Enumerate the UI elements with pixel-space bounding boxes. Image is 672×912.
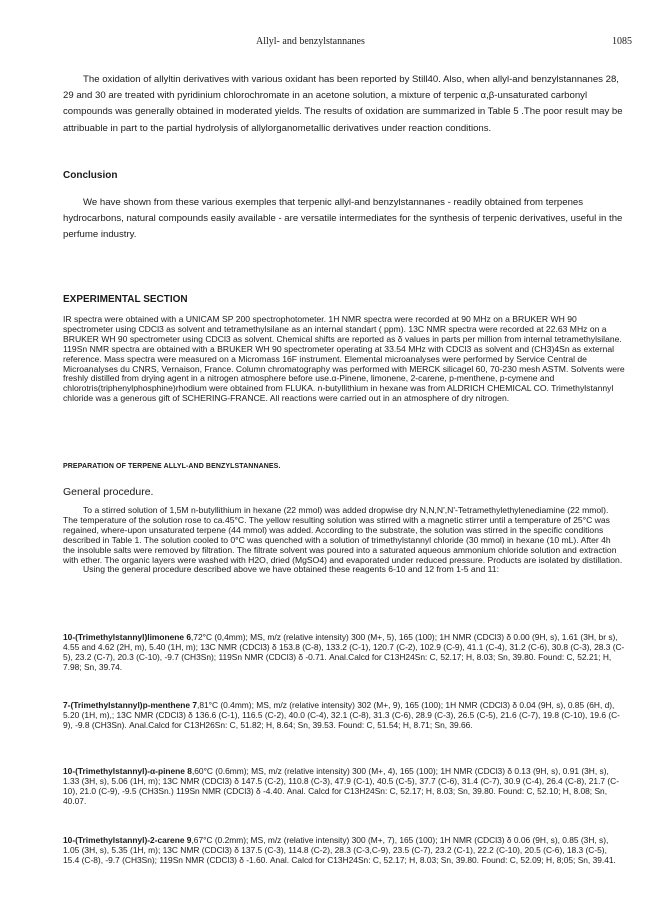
page-number: 1085 (612, 36, 632, 47)
compound-entry (63, 767, 625, 807)
compound-data: ,72°C (0,4mm); MS, m/z (relative intensity) 300 (M+, 5), 165 (100); 1H NMR (CDCl3) δ 0.00 (9H, s), 1.61 (3H, br s), 4.55 and 4.62 (2H, m), 5.40 (1H, m); 13C NMR (CDCl3) δ 153.8 (C-8), 133.2 (C-1), 120.7 (C-2), 102.9 (C-9), 41.1 (C-4), 31.2 (C-6), 30.8 (C-3), 28.3 (C-5), 23.2 (C-7), 20.3 (C-10), -9.7 (CH3Sn); 119Sn NMR (CDCl3) δ -0.71. Anal.Calcd for C13H24Sn: C, 52.17; H, 8.03; Sn, 39.80. Found: C, 52.21; H, 7.98; Sn, 39.74. (63, 632, 625, 672)
compound-entry (63, 836, 625, 866)
compound-entry (63, 701, 625, 731)
compound-data: ,60°C (0.6mm); MS, m/z (relative intensity) 300 (M+, 4), 165 (100); 1H NMR (CDCl3) δ 0.13 (9H, s), 0.91 (3H, s), 1.33 (3H, s), 5.06 (1H, m); 13C NMR (CDCl3) δ 147.5 (C-2), 110.8 (C-3), 47.9 (C-1), 40.5 (C-5), 37.7 (C-6), 31.4 (C-7), 30.9 (C-4), 26.4 (C-8), 21.7 (C-10), 21.0 (C-9), -9.5 (CH3Sn.) 119Sn NMR (CDCl3) δ -4.40. Anal. Calcd for C13H24Sn: C, 52.17; H, 8.03; Sn, 39.80. Found: C, 52.10; H, 8.08; Sn, 40.07. (63, 766, 620, 806)
preparation-heading: PREPARATION OF TERPENE ALLYL-AND BENZYLSTANNANES. (63, 463, 281, 470)
compound-entry (63, 633, 625, 673)
conclusion-section (63, 170, 625, 244)
compound-data: ,81°C (0.4mm); MS, m/z (relative intensity) 302 (M+, 9), 165 (100); 1H NMR (CDCl3) δ 0.04 (9H, s), 0.85 (6H, d), 5.20 (1H, m),; 13C NMR (CDCl3) δ 136.6 (C-1), 116.5 (C-2), 40.0 (C-4), 32.1 (C-8), 31.3 (C-6), 28.9 (C-3), 26.5 (C-5), 21.6 (C-7), 19.8 (C-10), 19.6 (C-9), -9.8 (CH3Sn). Anal.Calcd for C13H26Sn: C, 51.82; H, 8.64; Sn, 39.53. Found: C, 51.54; H, 8.71; Sn, 39.66. (63, 700, 620, 730)
preparation-section (63, 463, 625, 575)
experimental-section (63, 294, 625, 404)
general-procedure-text-2: Using the general procedure described above we have obtained these reagents 6-10 and 12 from 1-5 and 11: (83, 564, 499, 575)
general-procedure-text: To a stirred solution of 1,5M n-butyllithium in hexane (22 mmol) was added dropwise dry N,N,N',N'-Tetramethylethylenediamine (22 mmol). The temperature of the solution rose to ca.45°C. The yellow resulting solution was stirred with a magnetic stirrer until a temperature of 25°C was regained, where-upon unsaturated terpene (44 mmol) was added. According to the substrate, the solution was stirred in the specific conditions described in Table 1. The solution cooled to 0°C was quenched with a solution of trimethylstannyl chloride (30 mmol) in hexane (10 mL). After 4h the insoluble salts were removed by filtration. The filtrate solvent was poured into a saturated aqueous ammonium chloride solution and extraction with ether. The organic layers were washed with H2O, dried (MgSO4) and evaporated under reduced pressure. Products are isolated by distillation. (63, 505, 623, 565)
intro-paragraph: The oxidation of allyltin derivatives with various oxidant has been reported by Still40. Also, when allyl-and benzylstannanes 28, 29 and 30 are treated with pyridinium chlorochromate in an acetone solution, a mixture of terpenic α,β-unsaturated carbonyl compounds was generally obtained in moderated yields. The results of oxidation are summarized in Table 5 .The poor result may be attribuable in part to the partial hydrolysis of allylorganometallic derivatives under reaction conditions. (63, 74, 623, 134)
experimental-heading: EXPERIMENTAL SECTION (63, 294, 188, 305)
running-header: Allyl- and benzylstannanes (256, 36, 365, 47)
experimental-text: IR spectra were obtained with a UNICAM SP 200 spectrophotometer. 1H NMR spectra were recorded at 90 MHz on a BRUKER WH 90 spectrometer using CDCl3 as solvent and tetramethylsilane as an internal standart ( ppm). 13C NMR spectra were recorded at 22.63 MHz on a BRUKER WH 90 spectrometer using CDCl3 as solvent. Chemical shifts are reported as δ values in parts per million from internal tetramethylsilane. 119Sn NMR spectra are obtained with a BRUKER WH 90 spectrometer operating at 33.54 MHz with CDCl3 as solvent and (CH3)4Sn as external reference. Mass spectra were measured on a Micromass 16F instrument. Elemental microanalyses were performed by Service Central de Microanalyses du CNRS, Vernaison, France. Column chromatography was performed with MERCK silicagel 60, 70-230 mesh ASTM. Solvents were freshly distilled from drying agent in a nitrogen atmosphere before use.α-Pinene, limonene, 2-carene, p-menthene, p-cymene and chlorotris(triphenylphosphine)rhodium were obtained from FLUKA. n-butyllithium in hexane was from ALDRICH CHEMICAL CO. Trimethylstannyl chloride was a generous gift of SCHERING-FRANCE. All reactions were carried out in an atmosphere of dry nitrogen. (63, 314, 625, 404)
compound-name: 10-(Trimethylstannyl)-2-carene 9 (63, 835, 192, 845)
compound-name: 10-(Trimethylstannyl)limonene 6 (63, 632, 191, 642)
general-procedure-heading: General procedure. (63, 486, 154, 498)
compound-name: 10-(Trimethylstannyl)-α-pinene 8 (63, 766, 192, 776)
compound-data: ,67°C (0.2mm); MS, m/z (relative intensity) 300 (M+, 7), 165 (100); 1H NMR (CDCl3) δ 0.06 (9H, s), 0.85 (3H, s), 1.05 (3H, s), 5.35 (1H, m); 13C NMR (CDCl3) δ 137.5 (C-3), 114.8 (C-2), 28.3 (C-3,C-9), 23.5 (C-7), 23.2 (C-1), 22.2 (C-10), 20.5 (C-6), 18.3 (C-5), 15.4 (C-8), -9.7 (CH3Sn); 119Sn NMR (CDCl3) δ -1.60. Anal. Calcd for C13H24Sn: C, 52.17; H, 8.03; Sn, 39.80. Found: C, 52.09; H, 8;05; Sn, 39.41. (63, 835, 616, 865)
conclusion-heading: Conclusion (63, 170, 118, 181)
compound-name: 7-(Trimethylstannyl)p-menthene 7 (63, 700, 198, 710)
conclusion-text: We have shown from these various exemples that terpenic allyl-and benzylstannanes - readily obtained from terpenes hydrocarbons, natural compounds easily available - are versatile intermediates for the synthesis of terpenic derivatives, useful in the perfume industry. (63, 197, 623, 241)
intro-section (63, 72, 625, 137)
